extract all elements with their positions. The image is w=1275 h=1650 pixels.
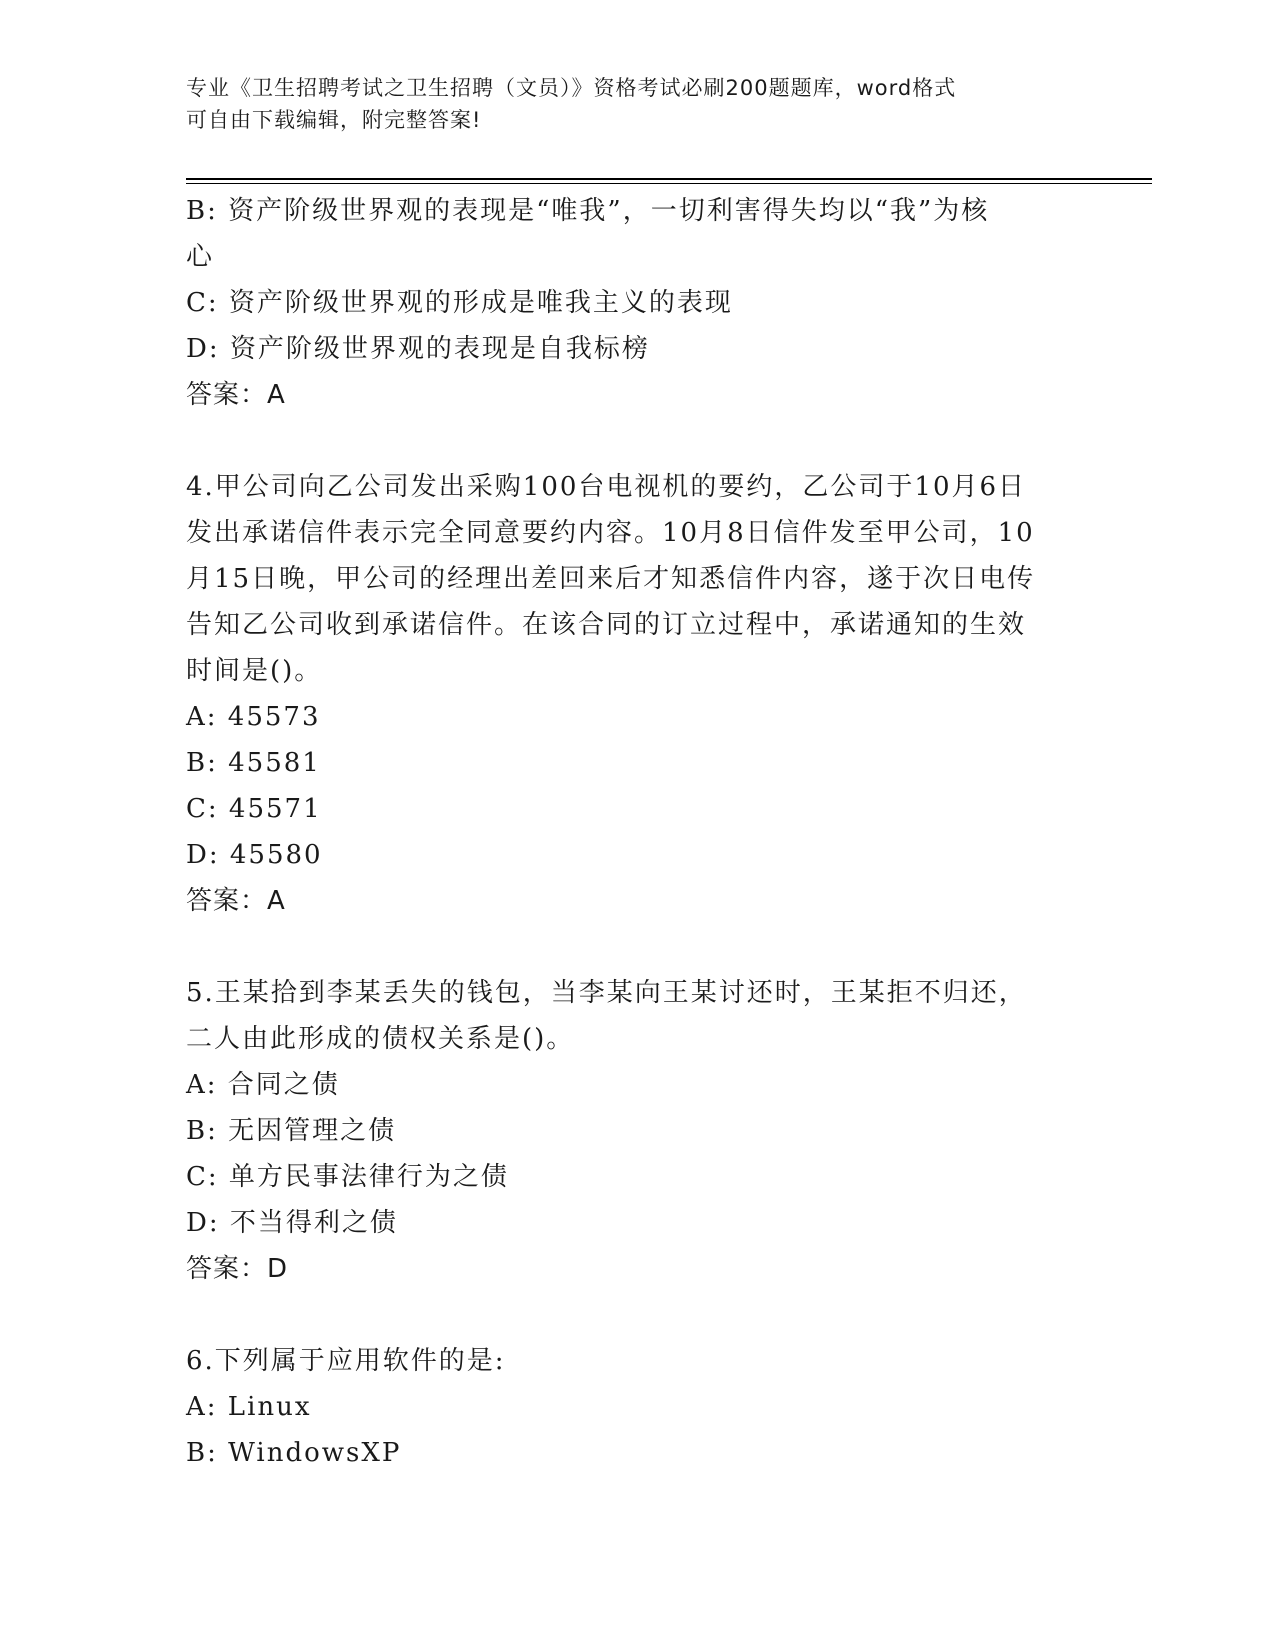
option-b: B: 无因管理之债 — [186, 1116, 397, 1146]
option-a: A: 45573 — [186, 702, 321, 732]
question-5 — [186, 970, 1086, 1292]
spacer — [186, 418, 1086, 464]
header-title-line-2: 可自由下载编辑，附完整答案! — [186, 108, 482, 132]
option-c: C: 45571 — [186, 794, 322, 824]
option-b-line-2: 心 — [186, 242, 215, 272]
header-title-line-1: 专业《卫生招聘考试之卫生招聘（文员）》资格考试必刷200题题库，word格式 — [186, 76, 957, 100]
question-3-continued — [186, 188, 1086, 418]
question-stem-line: 6.下列属于应用软件的是: — [186, 1346, 506, 1376]
option-d: D: 45580 — [186, 840, 323, 870]
question-stem-line: 发出承诺信件表示完全同意要约内容。10月8日信件发至甲公司，10 — [186, 518, 1035, 548]
answer-label: 答案：A — [186, 380, 286, 410]
answer-label: 答案：A — [186, 886, 286, 916]
option-b-line-1: B: 资产阶级世界观的表现是“唯我”，一切利害得失均以“我”为核 — [186, 196, 990, 226]
question-stem-line: 告知乙公司收到承诺信件。在该合同的订立过程中，承诺通知的生效 — [186, 610, 1027, 640]
option-c: C: 单方民事法律行为之债 — [186, 1162, 509, 1192]
spacer — [186, 1292, 1086, 1338]
question-stem-line: 5.王某拾到李某丢失的钱包，当李某向王某讨还时，王某拒不归还， — [186, 978, 1027, 1008]
option-a: A: 合同之债 — [186, 1070, 340, 1100]
option-b: B: 45581 — [186, 748, 321, 778]
spacer — [186, 924, 1086, 970]
option-d: D: 不当得利之债 — [186, 1208, 398, 1238]
question-stem-line: 月15日晚，甲公司的经理出差回来后才知悉信件内容，遂于次日电传 — [186, 564, 1036, 594]
option-b: B: WindowsXP — [186, 1438, 402, 1468]
header-divider-thin — [186, 183, 1152, 184]
question-4 — [186, 464, 1086, 924]
option-d: D: 资产阶级世界观的表现是自我标榜 — [186, 334, 650, 364]
question-stem-line: 时间是()。 — [186, 656, 323, 686]
question-6 — [186, 1338, 1086, 1476]
option-c: C: 资产阶级世界观的形成是唯我主义的表现 — [186, 288, 733, 318]
header-divider-thick — [186, 178, 1152, 180]
question-stem-line: 二人由此形成的债权关系是()。 — [186, 1024, 575, 1054]
option-a: A: Linux — [186, 1392, 312, 1422]
document-body — [186, 188, 1086, 1476]
question-stem-line: 4.甲公司向乙公司发出采购100台电视机的要约，乙公司于10月6日 — [186, 472, 1027, 502]
document-header — [186, 72, 1066, 136]
answer-label: 答案：D — [186, 1254, 289, 1284]
